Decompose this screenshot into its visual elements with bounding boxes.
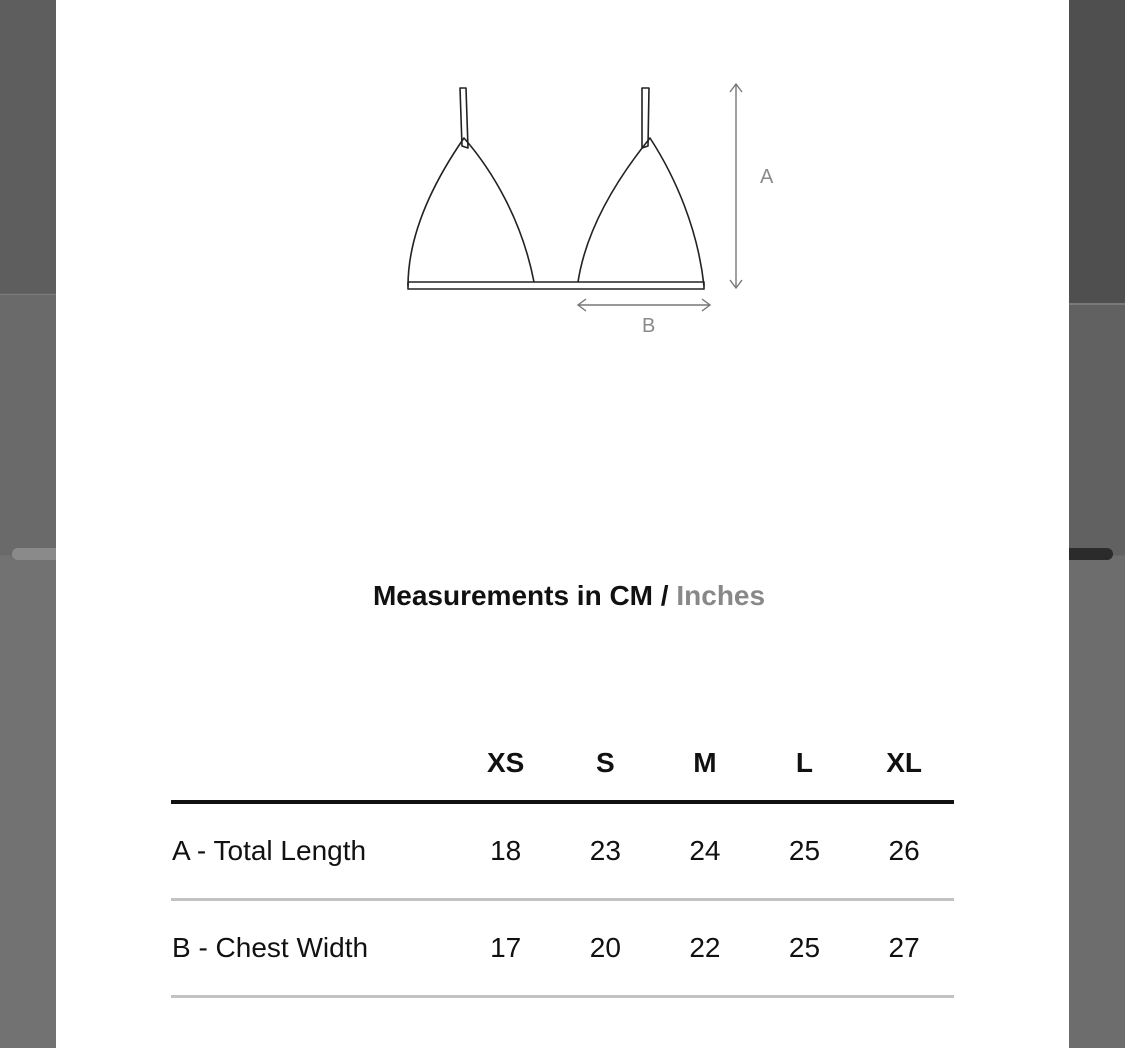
unit-cm-label[interactable]: Measurements in CM — [372, 580, 654, 611]
dimension-b-arrow — [578, 299, 710, 311]
table-cell: 23 — [556, 802, 656, 900]
measurement-unit-heading — [56, 580, 1082, 612]
table-cell: 24 — [655, 802, 755, 900]
backdrop-divider — [0, 294, 56, 295]
left-cup — [408, 138, 534, 286]
table-row-chest-width — [171, 900, 954, 997]
backdrop-left — [0, 0, 56, 1048]
row-label: A - Total Length — [171, 802, 456, 900]
unit-separator: / — [660, 580, 669, 611]
underband — [408, 282, 704, 289]
size-header-l: L — [755, 726, 855, 802]
header-empty-cell — [171, 726, 456, 802]
size-guide-sheet — [56, 0, 1069, 1048]
dimension-b-label: B — [642, 315, 656, 337]
right-cup — [578, 138, 704, 286]
table-cell: 18 — [456, 802, 556, 900]
drag-handle-left — [12, 548, 56, 560]
dimension-a-label: A — [760, 166, 774, 188]
backdrop-right — [1069, 0, 1125, 1048]
size-header-m: M — [655, 726, 755, 802]
table-cell: 22 — [655, 900, 755, 997]
dimension-a-arrow — [730, 84, 742, 288]
table-cell: 25 — [755, 802, 855, 900]
size-table — [171, 726, 954, 998]
size-header-row — [171, 726, 954, 802]
size-header-xs: XS — [456, 726, 556, 802]
table-row-total-length — [171, 802, 954, 900]
table-cell: 17 — [456, 900, 556, 997]
garment-diagram — [56, 0, 1069, 360]
table-cell: 25 — [755, 900, 855, 997]
table-cell: 27 — [854, 900, 954, 997]
table-cell: 26 — [854, 802, 954, 900]
size-header-xl: XL — [854, 726, 954, 802]
drag-handle-right — [1069, 548, 1113, 560]
unit-inches-toggle[interactable]: Inches — [676, 580, 766, 611]
backdrop-divider — [1069, 303, 1125, 305]
table-cell: 20 — [556, 900, 656, 997]
bra-illustration — [56, 0, 1069, 360]
row-label: B - Chest Width — [171, 900, 456, 997]
size-header-s: S — [556, 726, 656, 802]
right-strap — [642, 88, 649, 148]
